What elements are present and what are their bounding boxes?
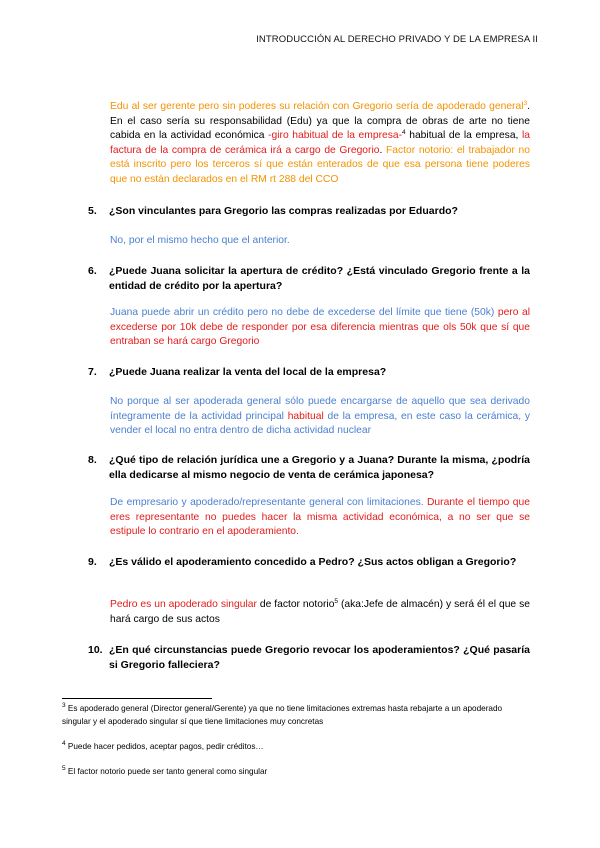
answer-8-part-2: Durante el tiempo que eres representante no puedes hacer la misma actividad económica, a no ser que se estipule lo contrario en el apoderamiento. — [110, 497, 530, 538]
intro-text-4: habitual de la empresa, — [405, 130, 522, 142]
footnote-ref-3: 3 — [523, 100, 528, 107]
question-text: ¿Puede Juana realizar la venta del local de la empresa? — [109, 366, 387, 378]
question-number: 10. — [88, 644, 103, 656]
intro-text-1: Edu al ser gerente pero sin poderes su relación con Gregorio sería de apoderado general — [110, 101, 524, 112]
question-number: 9. — [88, 556, 97, 568]
question-number: 5. — [88, 205, 97, 217]
question-text: ¿Qué tipo de relación jurídica une a Gregorio y a Juana? Durante la misma, ¿podría ella dedicarse al mismo negocio de venta de cerámica japonesa? — [109, 454, 530, 481]
answer-7-part-3: de la empresa, en este caso la cerámica, y vender el local no entra dentro de dicha actividad nuclear — [110, 410, 530, 437]
question-text: ¿Puede Juana solicitar la apertura de crédito? ¿Está vinculado Gregorio frente a la entidad de crédito por la apertura? — [109, 265, 530, 292]
question-8 — [88, 453, 530, 482]
answer-9 — [110, 598, 530, 627]
page-header: INTRODUCCIÓN AL DERECHO PRIVADO Y DE LA EMPRESA II — [256, 34, 538, 45]
footnote-marker: 3 — [62, 702, 66, 709]
intro-text-6: . — [379, 144, 386, 156]
answer-6-part-2: pero al excederse por 10k debe de responder por esa diferencia mientras que ols 50k que sí que entraban se hará cargo Gregorio — [110, 307, 530, 348]
footnote-text: El factor notorio puede ser tanto general como singular — [65, 767, 268, 776]
intro-text-3: -giro habitual de la empresa- — [268, 130, 403, 142]
question-7 — [88, 365, 530, 380]
question-text: ¿En qué circunstancias puede Gregorio revocar los apoderamientos? ¿Qué pasaría si Gregorio falleciera? — [109, 644, 530, 671]
intro-text-7: Factor notorio: el trabajador no está inscrito pero los terceros sí que están enterados de que esa persona tiene poderes que no están declarados en el RM rt 288 del CCO — [110, 144, 530, 185]
answer-8-part-1: De empresario y apoderado/representante general con limitaciones. — [110, 497, 427, 508]
question-text: ¿Son vinculantes para Gregorio las compras realizadas por Eduardo? — [109, 205, 458, 217]
footnote-5 — [62, 766, 532, 779]
answer-9-part-1: Pedro es un apoderado singular — [110, 599, 257, 610]
answer-6-part-1: Juana puede abrir un crédito pero no debe de excederse del límite que tiene (50k) — [110, 307, 498, 318]
intro-text-2: . En el caso sería su responsabilidad (Edu) ya que la compra de obras de arte no tiene cabida en la actividad económica — [110, 101, 530, 142]
answer-7 — [110, 395, 530, 439]
footnote-3 — [62, 703, 532, 728]
question-number: 8. — [88, 454, 97, 466]
answer-6 — [110, 306, 530, 350]
footnote-divider — [62, 698, 212, 699]
footnote-text: Puede hacer pedidos, aceptar pagos, pedir créditos… — [65, 742, 264, 751]
footnote-4 — [62, 741, 532, 754]
footnote-ref-5: 5 — [334, 598, 339, 605]
question-6 — [88, 264, 530, 293]
footnote-marker: 4 — [62, 740, 66, 747]
footnote-marker: 5 — [62, 765, 66, 772]
answer-5: No, por el mismo hecho que el anterior. — [110, 235, 290, 246]
footnote-ref-4: 4 — [402, 129, 406, 137]
answer-7-part-2: habitual — [287, 410, 324, 422]
answer-9-part-2: de factor notorio — [256, 599, 335, 610]
intro-text-5: la factura de la compra de cerámica irá a cargo de Gregorio — [110, 130, 530, 156]
answer-7-part-1: No porque al ser apoderada general sólo puede encargarse de aquello que sea derivado íntegramente de la actividad principal — [110, 396, 530, 422]
question-9 — [88, 555, 530, 570]
question-5 — [88, 204, 530, 219]
footnote-text: Es apoderado general (Director general/Gerente) ya que no tiene limitaciones extremas hasta rebajarte a un apoderado singular y el apoderado singular sí que tiene limitaciones muy concretas — [62, 704, 503, 726]
question-10 — [88, 643, 530, 672]
answer-9-part-3: (aka:Jefe de almacén) y será él el que se hará cargo de sus actos — [110, 599, 530, 625]
question-number: 7. — [88, 366, 97, 378]
answer-8 — [110, 496, 530, 540]
question-text: ¿Es válido el apoderamiento concedido a Pedro? ¿Sus actos obligan a Gregorio? — [109, 556, 517, 568]
question-number: 6. — [88, 265, 97, 277]
intro-paragraph — [110, 100, 530, 188]
